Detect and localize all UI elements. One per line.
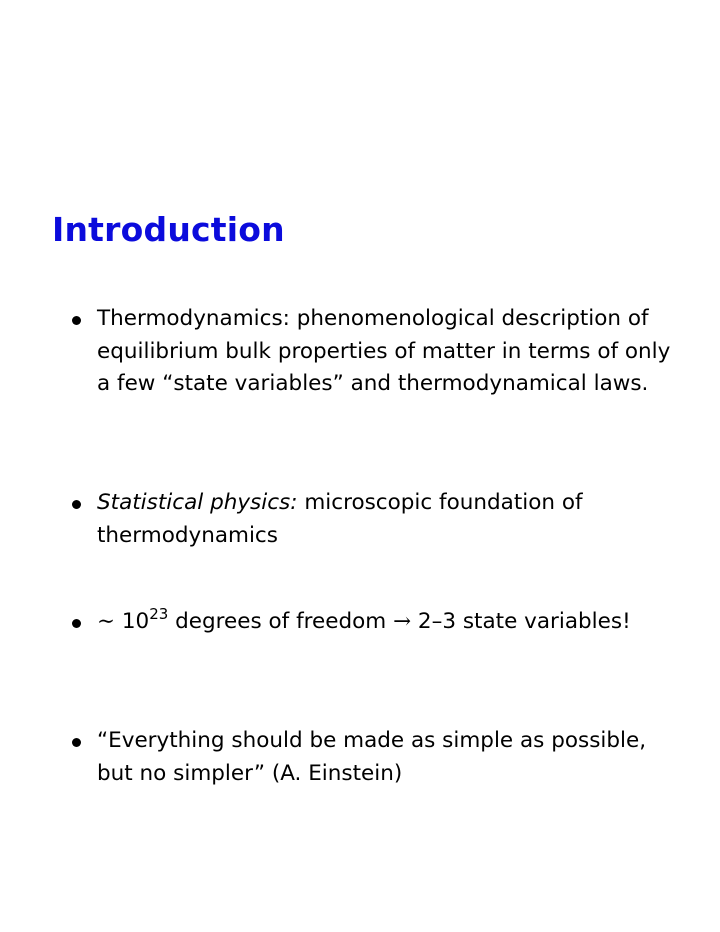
approx-symbol: ∼ <box>97 609 116 634</box>
bullet-text <box>97 606 672 639</box>
slide-title: Introduction <box>52 210 285 249</box>
bullet-text <box>97 487 672 552</box>
bullet-dot-icon <box>72 738 81 747</box>
bullet-text-rest: microscopic foundation of thermodynamics <box>97 490 583 548</box>
bullet-dot-icon <box>72 316 81 325</box>
power-base: 10 <box>121 609 150 634</box>
bullet-item-statistical-physics <box>72 487 672 552</box>
bullet-text: “Everything should be made as simple as possible, but no simpler” (A. Einstein) <box>97 728 647 786</box>
bullet-item-einstein-quote <box>72 725 672 790</box>
bullet-text: Thermodynamics: phenomenological description of equilibrium bulk properties of matter in terms of only a few “state variables” and thermodynamical laws. <box>97 306 671 396</box>
bullet-text-middle: degrees of freedom <box>168 609 394 634</box>
bullet-dot-icon <box>72 619 81 628</box>
power-exponent: 23 <box>149 605 169 623</box>
bullet-item-thermodynamics <box>72 303 672 401</box>
bullet-dot-icon <box>72 500 81 509</box>
bullet-item-degrees-of-freedom <box>72 606 672 639</box>
bullet-emphasis: Statistical physics: <box>97 490 298 515</box>
right-arrow-icon: → <box>393 609 412 634</box>
bullet-text-rest: 2–3 state variables! <box>411 609 631 634</box>
